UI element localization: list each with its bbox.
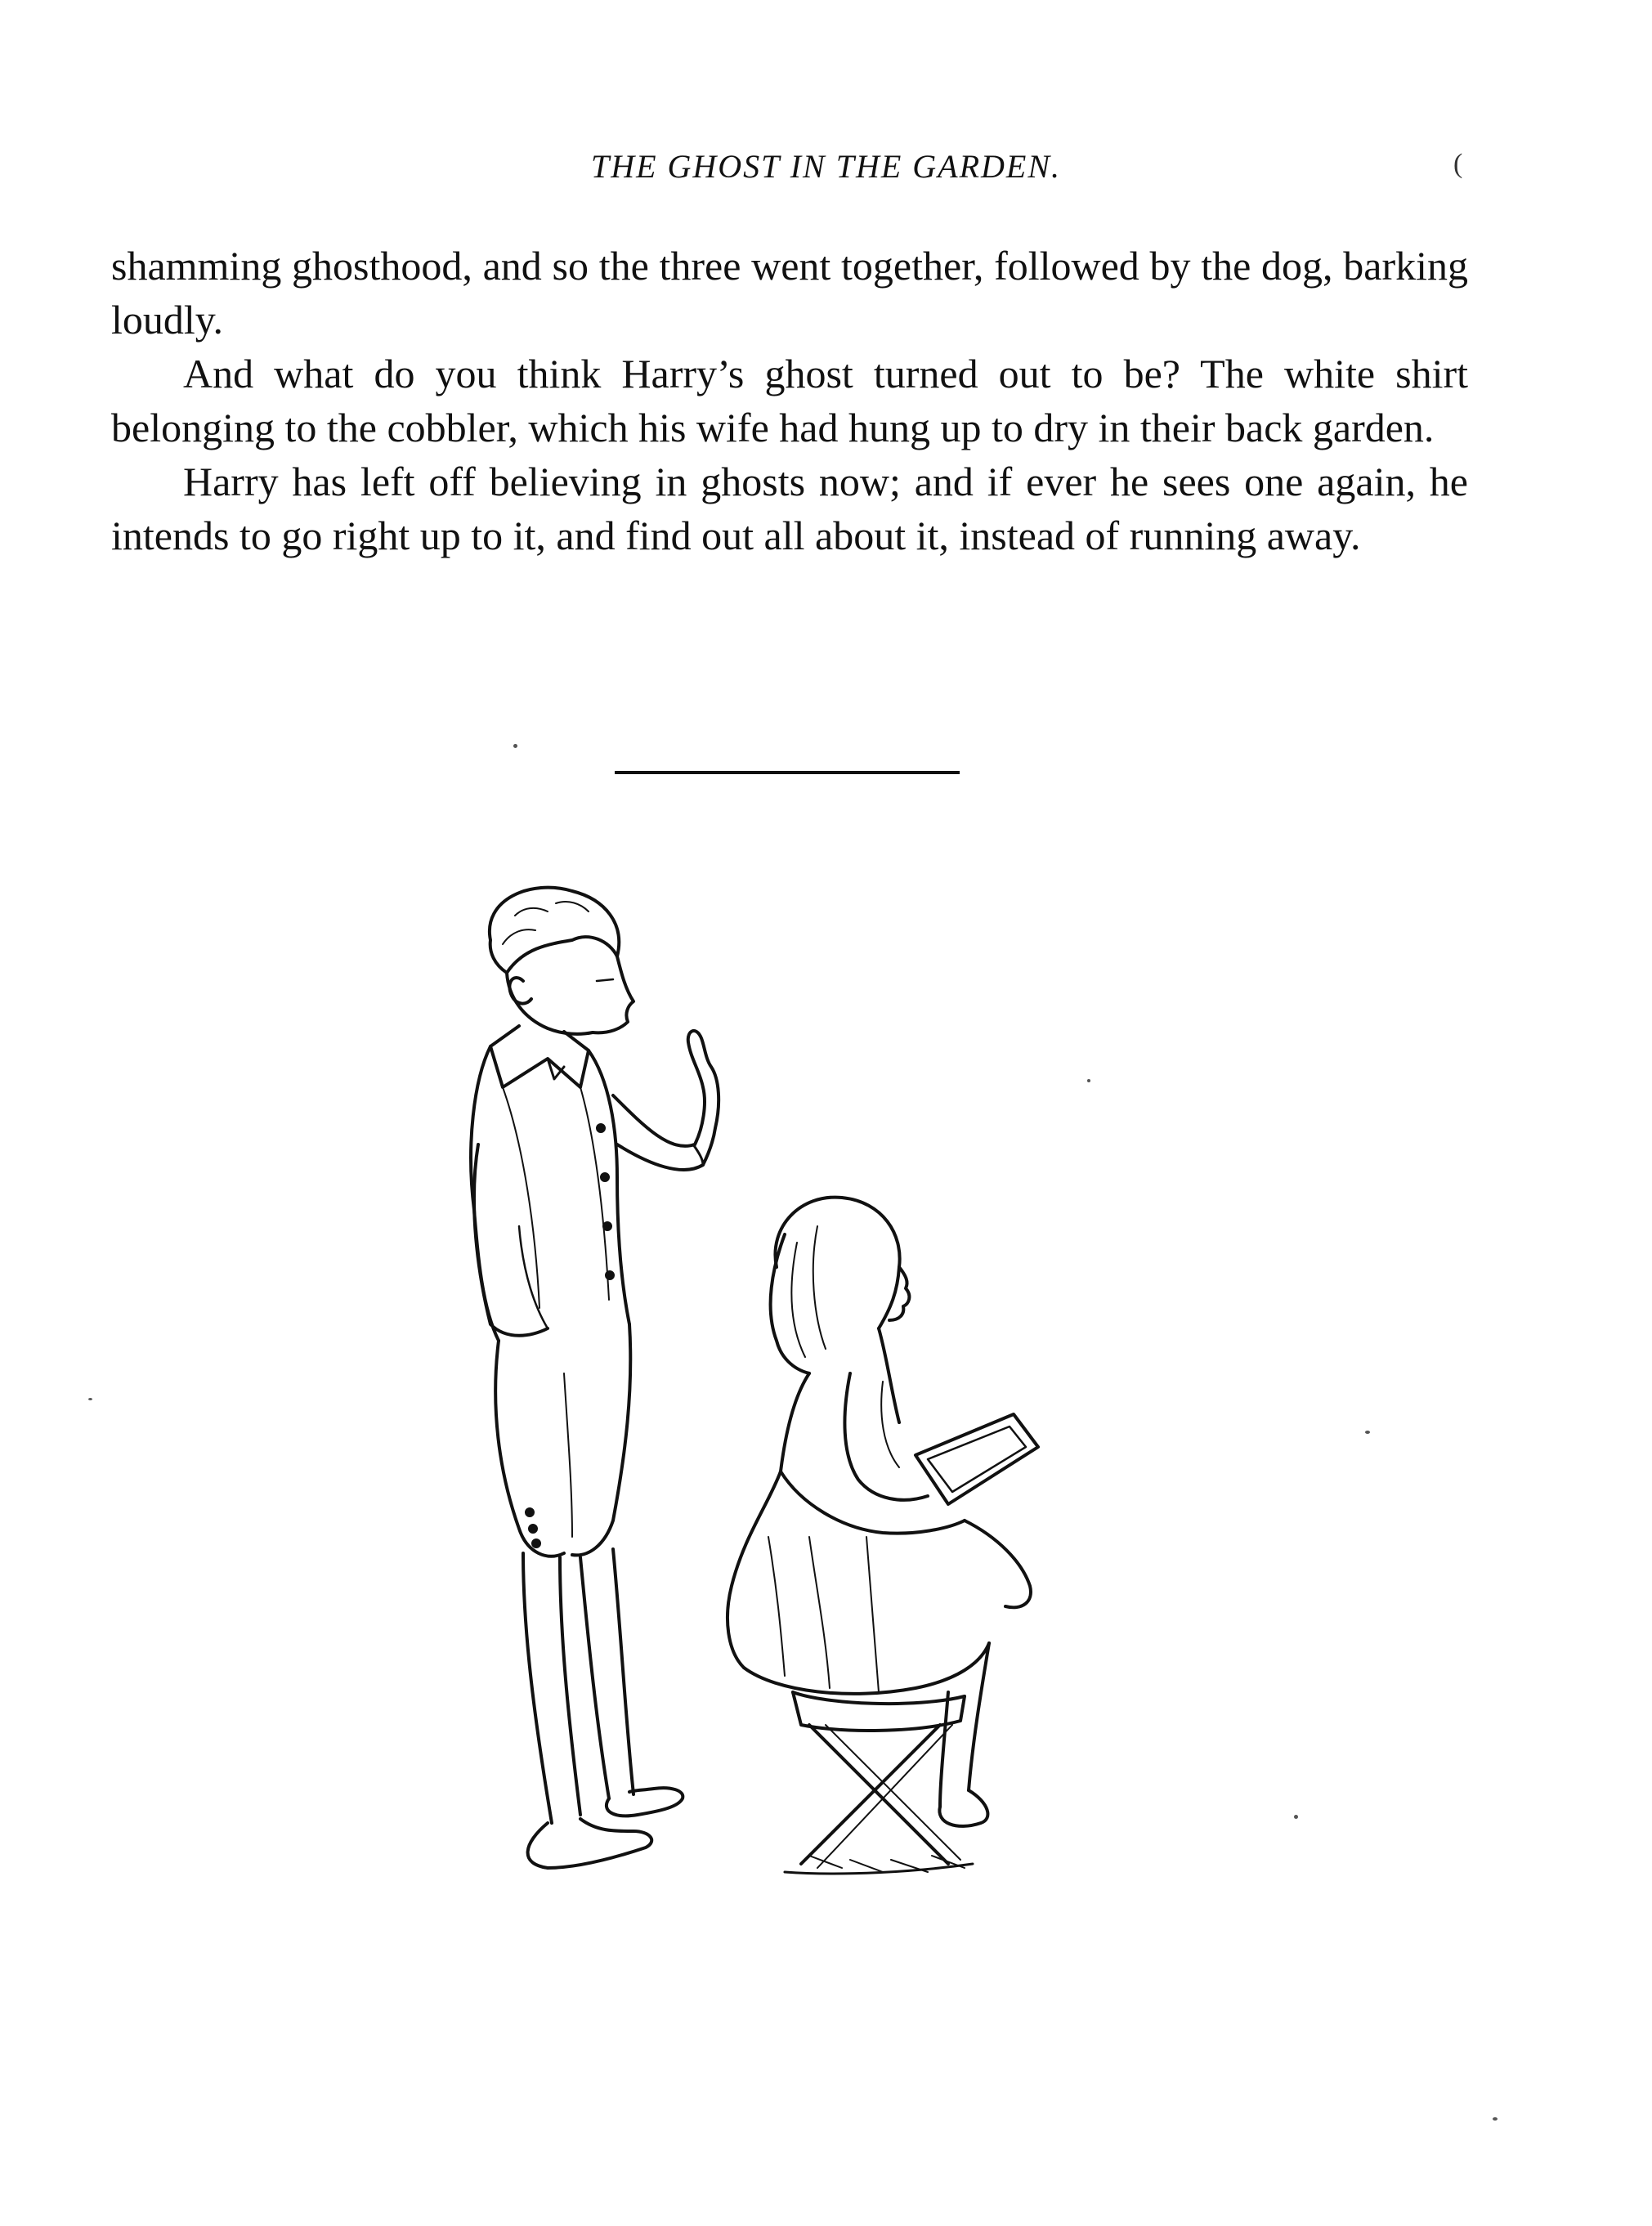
page-mark: ( <box>1453 149 1463 179</box>
print-speck <box>88 1398 92 1400</box>
print-speck <box>513 744 517 748</box>
running-head: THE GHOST IN THE GARDEN. <box>590 148 1062 185</box>
paragraph-1: shamming ghosthood, and so the three went together, followed by the dog, barking loudly. <box>111 243 1468 343</box>
girl-figure <box>728 1198 1038 1874</box>
print-speck <box>1493 2117 1498 2121</box>
boy-figure <box>471 888 719 1868</box>
paragraph-3: Harry has left off believing in ghosts now; and if ever he sees one again, he intends to go right up to it, and find out all about it, instead of running away. <box>111 459 1468 558</box>
print-speck <box>1087 1079 1090 1082</box>
print-speck <box>1365 1431 1370 1434</box>
print-speck <box>1294 1815 1298 1819</box>
section-divider-rule <box>615 771 960 774</box>
body-text <box>111 239 1468 562</box>
illustration-children <box>458 883 1136 1946</box>
paragraph-2: And what do you think Harry’s ghost turned out to be? The white shirt belonging to the cobbler, which his wife had hung up to dry in their back garden. <box>111 351 1468 450</box>
